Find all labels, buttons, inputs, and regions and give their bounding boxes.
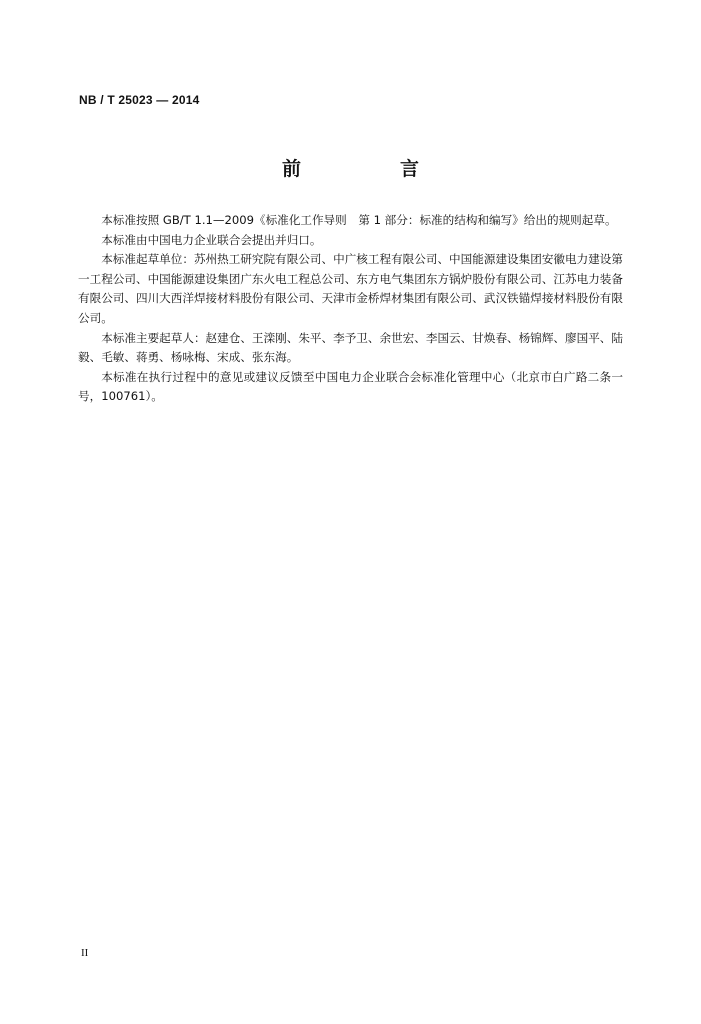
section-title: 前 言 [281,158,459,180]
paragraph-proposer: 本标准由中国电力企业联合会提出并归口。 [101,232,322,247]
paragraph-feedback: 本标准在执行过程中的意见或建议反馈至中国电力企业联合会标准化管理中心（北京市白广路二条一号，100761）。 [78,369,623,404]
standard-code: NB / T 25023 — 2014 [79,93,200,107]
foreword-body [78,211,623,407]
page-number: II [81,947,89,959]
paragraph-drafters: 本标准主要起草人：赵建仓、王滦刚、朱平、李予卫、余世宏、李国云、甘焕春、杨锦辉、廖国平、陆毅、毛敏、蒋勇、杨咏梅、宋成、张东海。 [78,330,623,365]
paragraph-drafting-units: 本标准起草单位：苏州热工研究院有限公司、中广核工程有限公司、中国能源建设集团安徽电力建设第一工程公司、中国能源建设集团广东火电工程总公司、东方电气集团东方锅炉股份有限公司、江苏电力装备有限公司、四川大西洋焊接材料股份有限公司、天津市金桥焊材集团有限公司、武汉铁锚焊接材料股份有限公司。 [78,252,623,325]
paragraph-drafting-rules: 本标准按照 GB/T 1.1—2009《标准化工作导则 第 1 部分：标准的结构和编写》给出的规则起草。 [101,213,617,227]
